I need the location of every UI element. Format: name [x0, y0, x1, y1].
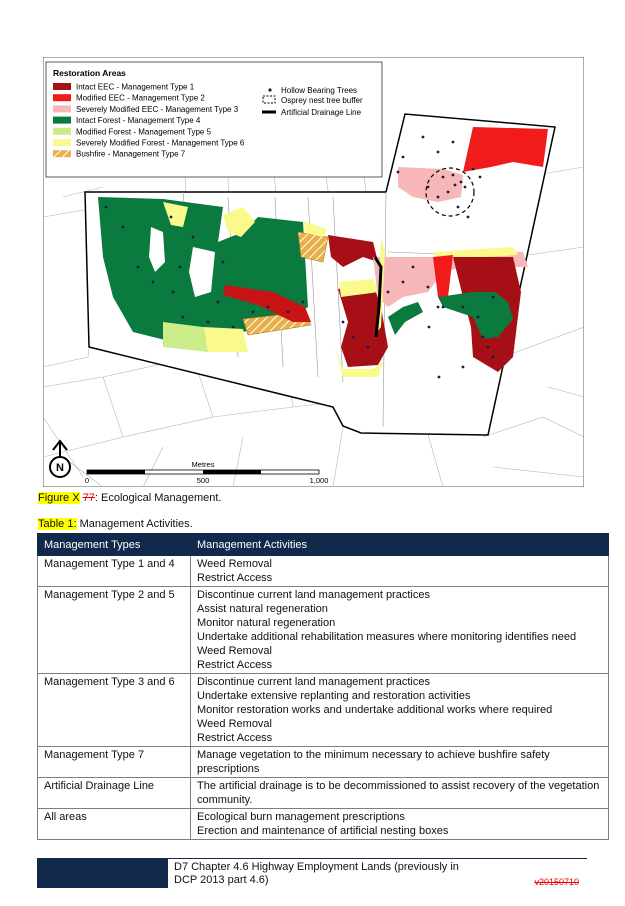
table-header-row — [38, 534, 609, 556]
footer-bar — [37, 858, 168, 888]
management-activities-cell — [191, 556, 609, 587]
legend-symbol-label: Osprey nest tree buffer — [281, 96, 363, 105]
ecological-management-map — [43, 57, 584, 487]
legend-swatch — [53, 150, 71, 157]
legend-item-label: Intact EEC - Management Type 1 — [76, 82, 195, 92]
map-legend — [46, 62, 382, 177]
legend-swatch — [53, 128, 71, 135]
table-header-activities: Management Activities — [191, 534, 609, 556]
management-activities-cell — [191, 747, 609, 778]
table-label: Table 1 — [38, 518, 74, 530]
table-row — [38, 747, 609, 778]
activity-item: Weed Removal — [197, 718, 272, 730]
table-caption-text: Management Activities. — [76, 518, 193, 530]
activity-item: Assist natural regeneration — [197, 603, 328, 615]
page-footer — [37, 858, 587, 888]
activity-item: Erection and maintenance of artificial nesting boxes — [197, 825, 449, 837]
table-deleted-colon: : — [73, 518, 77, 530]
footer-title: D7 Chapter 4.6 Highway Employment Lands (previously in DCP 2013 part 4.6) — [174, 861, 459, 886]
management-type-cell: All areas — [38, 809, 191, 840]
legend-symbol-label: Artificial Drainage Line — [281, 108, 362, 117]
activity-item: Ecological burn management prescriptions — [197, 811, 405, 823]
activity-item: Monitor natural regeneration — [197, 617, 336, 629]
table-caption — [38, 518, 193, 530]
north-letter: N — [56, 462, 64, 474]
activity-item: Weed Removal — [197, 558, 272, 570]
activity-item: Restrict Access — [197, 732, 273, 744]
scale-tick: 0 — [84, 476, 90, 485]
footer-version: v20150710 — [534, 877, 579, 887]
figure-label: Figure X — [38, 492, 80, 504]
activity-item: The artificial drainage is to be decommissioned to assist recovery of the vegetation community. — [197, 780, 600, 806]
management-type-cell: Management Type 2 and 5 — [38, 587, 191, 674]
activity-item: Weed Removal — [197, 645, 272, 657]
activity-item: Manage vegetation to the minimum necessary to achieve bushfire safety prescriptions — [197, 749, 550, 775]
table-row — [38, 556, 609, 587]
management-type-cell: Management Type 1 and 4 — [38, 556, 191, 587]
legend-symbol-label: Hollow Bearing Trees — [281, 86, 358, 95]
hollow-tree-symbol-icon — [268, 88, 271, 91]
table-header-types: Management Types — [38, 534, 191, 556]
legend-item-label: Intact Forest - Management Type 4 — [76, 116, 201, 126]
activity-item: Restrict Access — [197, 572, 273, 584]
management-type-cell: Artificial Drainage Line — [38, 778, 191, 809]
activity-item: Restrict Access — [197, 659, 273, 671]
legend-swatch — [53, 105, 71, 112]
management-activities-cell — [191, 674, 609, 747]
figure-caption — [38, 492, 221, 504]
legend-item-label: Bushfire - Management Type 7 — [76, 149, 186, 159]
legend-item-label: Severely Modified EEC - Management Type 3 — [76, 104, 239, 114]
management-activities-cell — [191, 778, 609, 809]
legend-title: Restoration Areas — [53, 68, 126, 78]
scale-title: Metres — [191, 460, 215, 469]
figure-caption-text: : Ecological Management. — [94, 492, 222, 504]
figure-deleted-number: 77 — [82, 492, 95, 504]
legend-item-label: Modified Forest - Management Type 5 — [76, 127, 212, 137]
management-activities-table — [37, 533, 609, 840]
table-row — [38, 778, 609, 809]
legend-swatch — [53, 117, 71, 124]
activity-item: Discontinue current land management practices — [197, 589, 430, 601]
activity-item: Undertake additional rehabilitation measures where monitoring identifies need — [197, 631, 577, 643]
table-row — [38, 674, 609, 747]
activity-item: Undertake extensive replanting and restoration activities — [197, 690, 471, 702]
scale-tick: 500 — [196, 476, 210, 485]
table-row — [38, 587, 609, 674]
legend-swatch — [53, 94, 71, 101]
activity-item: Discontinue current land management practices — [197, 676, 430, 688]
legend-swatch — [53, 83, 71, 90]
legend-swatch — [53, 139, 71, 146]
scale-tick: 1,000 — [309, 476, 329, 485]
management-type-cell: Management Type 7 — [38, 747, 191, 778]
management-activities-cell — [191, 809, 609, 840]
table-row — [38, 809, 609, 840]
footer-rule — [168, 858, 587, 859]
legend-item-label: Modified EEC - Management Type 2 — [76, 93, 205, 103]
management-type-cell: Management Type 3 and 6 — [38, 674, 191, 747]
activity-item: Monitor restoration works and undertake additional works where required — [197, 704, 553, 716]
management-activities-cell — [191, 587, 609, 674]
legend-item-label: Severely Modified Forest - Management Type 6 — [76, 138, 245, 148]
